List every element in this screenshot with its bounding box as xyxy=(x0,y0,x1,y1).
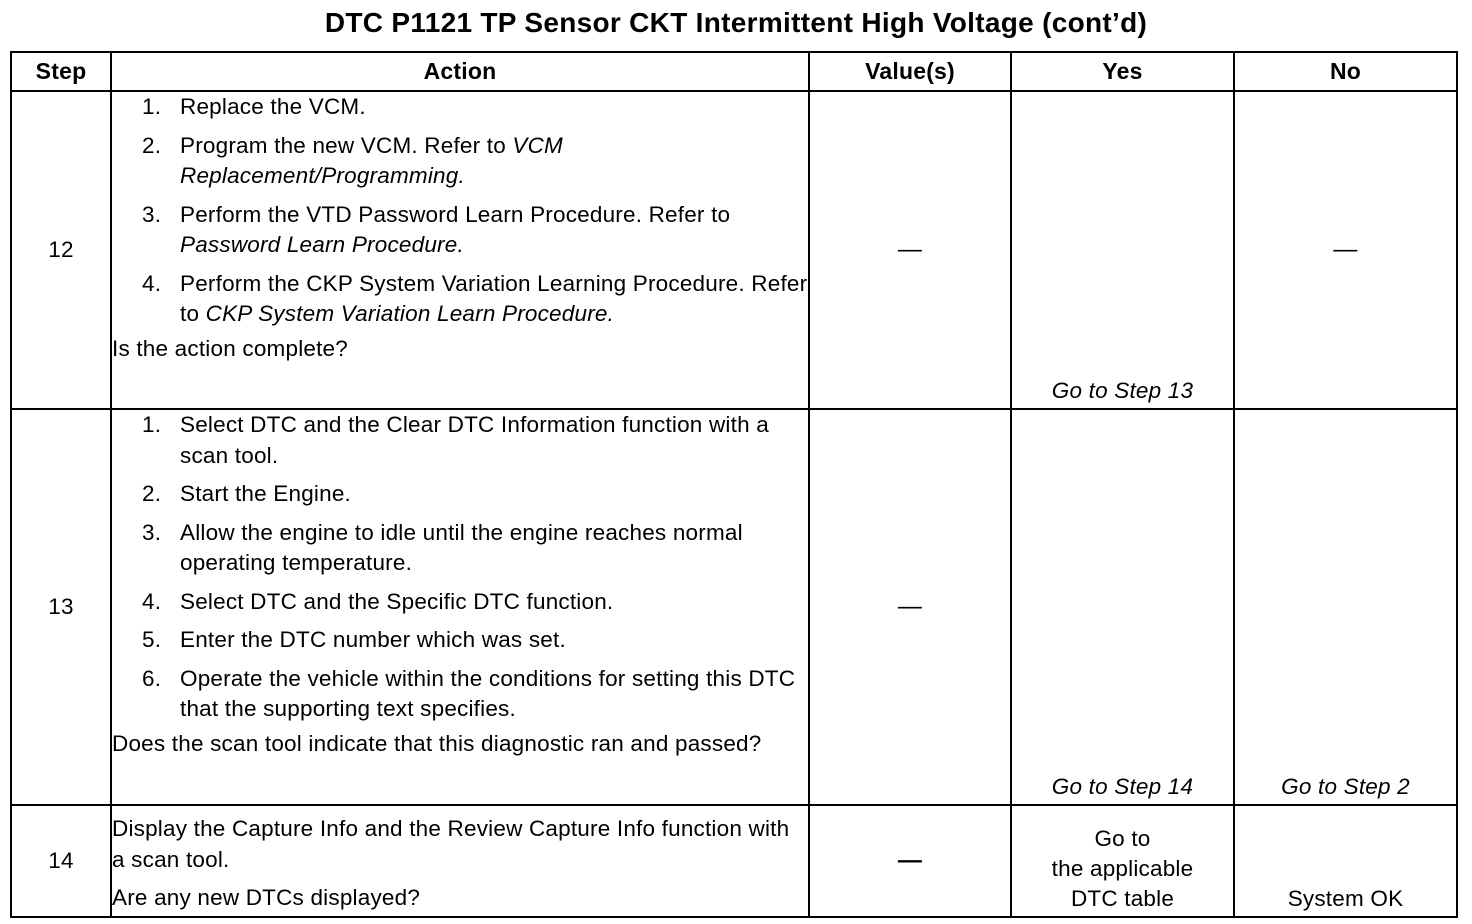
list-item xyxy=(112,518,808,579)
reference-link: CKP System Variation Learn Procedure. xyxy=(205,301,615,326)
question-text: Is the action complete? xyxy=(112,335,348,361)
item-number: 3. xyxy=(142,519,162,545)
value-cell xyxy=(809,805,1011,917)
action-list xyxy=(112,410,808,725)
value-cell xyxy=(809,409,1011,805)
value-dash: — xyxy=(897,236,923,263)
yes-cell xyxy=(1011,805,1234,917)
item-text: Perform the VTD Password Learn Procedure. Refer to xyxy=(180,201,731,227)
item-text: Replace the VCM. xyxy=(180,94,366,119)
yes-outcome: Go to Step 14 xyxy=(1051,774,1194,799)
header-action: Action xyxy=(111,52,809,91)
question-text: Does the scan tool indicate that this diagnostic ran and passed? xyxy=(112,730,762,756)
item-number: 4. xyxy=(142,270,162,296)
value-dash: — xyxy=(897,847,923,874)
item-number: 2. xyxy=(142,132,162,158)
list-item xyxy=(112,200,808,261)
no-cell xyxy=(1234,409,1457,805)
list-item xyxy=(112,664,808,725)
action-list xyxy=(112,92,808,330)
item-text: Select DTC and the Specific DTC function. xyxy=(180,588,614,614)
list-item xyxy=(112,410,808,471)
table-row xyxy=(11,805,1457,917)
yes-cell xyxy=(1011,409,1234,805)
action-text: Display the Capture Info and the Review Capture Info function with a scan tool. xyxy=(112,816,790,872)
no-cell xyxy=(1234,805,1457,917)
header-no: No xyxy=(1234,52,1457,91)
table-row xyxy=(11,409,1457,805)
question-text: Are any new DTCs displayed? xyxy=(112,885,421,910)
list-item xyxy=(112,269,808,330)
action-cell xyxy=(111,805,809,917)
item-text: Enter the DTC number which was set. xyxy=(180,627,566,652)
page-title: DTC P1121 TP Sensor CKT Intermittent High Voltage (cont’d) xyxy=(324,7,1148,38)
step-number: 13 xyxy=(11,409,111,805)
yes-outcome xyxy=(1012,824,1233,916)
item-text: Perform the CKP System Variation Learning Procedure. Refer to xyxy=(180,270,808,326)
action-cell xyxy=(111,409,809,805)
list-item xyxy=(112,625,808,656)
item-number: 1. xyxy=(142,94,162,119)
table-row xyxy=(11,91,1457,409)
item-number: 1. xyxy=(142,412,162,437)
no-outcome: — xyxy=(1333,236,1358,263)
value-dash: — xyxy=(897,593,923,620)
item-text: Allow the engine to idle until the engine reaches normal operating temperature. xyxy=(180,519,743,575)
action-cell xyxy=(111,91,809,409)
item-text: Start the Engine. xyxy=(180,481,352,506)
item-text: Program the new VCM. Refer to xyxy=(180,132,513,158)
diagnostic-table xyxy=(10,51,1458,918)
no-cell xyxy=(1234,91,1457,409)
header-step: Step xyxy=(11,52,111,91)
no-outcome: System OK xyxy=(1287,886,1404,911)
list-item xyxy=(112,92,808,123)
value-cell xyxy=(809,91,1011,409)
reference-link: Password Learn Procedure. xyxy=(180,232,464,257)
header-values: Value(s) xyxy=(809,52,1011,91)
no-outcome: Go to Step 2 xyxy=(1281,774,1410,799)
item-number: 2. xyxy=(142,481,162,506)
yes-line: DTC table xyxy=(1070,886,1175,911)
list-item xyxy=(112,479,808,510)
list-item xyxy=(112,587,808,618)
yes-outcome: Go to Step 13 xyxy=(1051,378,1194,403)
item-text: Operate the vehicle within the conditions for setting this DTC that the supporting text specifies. xyxy=(180,665,796,721)
item-number: 3. xyxy=(142,201,162,227)
item-number: 4. xyxy=(142,588,162,614)
reference-link: VCM Replacement/Programming. xyxy=(180,132,563,188)
header-yes: Yes xyxy=(1011,52,1234,91)
yes-line: Go to xyxy=(1094,826,1151,851)
yes-line: the applicable xyxy=(1051,856,1194,881)
item-text: Select DTC and the Clear DTC Information function with a scan tool. xyxy=(180,412,769,468)
header-row xyxy=(11,52,1457,91)
step-number: 12 xyxy=(11,91,111,409)
list-item xyxy=(112,131,808,192)
item-number: 6. xyxy=(142,665,162,691)
step-number: 14 xyxy=(11,805,111,917)
item-number: 5. xyxy=(142,627,162,652)
yes-cell xyxy=(1011,91,1234,409)
